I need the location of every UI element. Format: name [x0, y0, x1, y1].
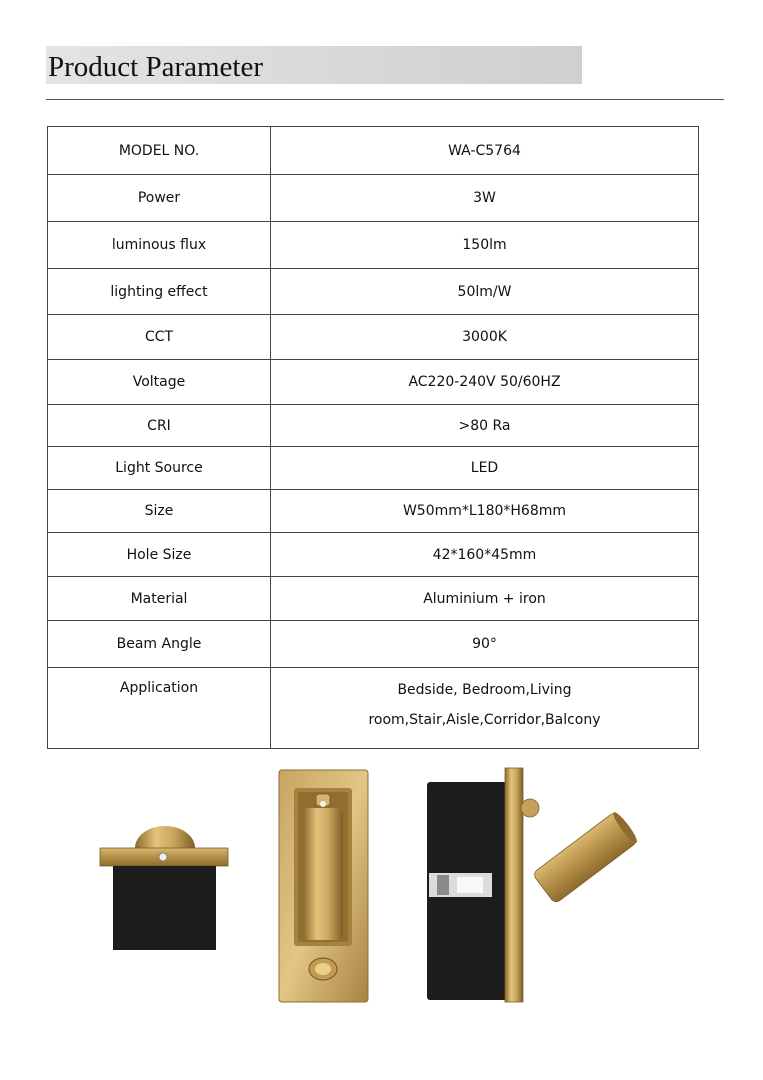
table-row	[48, 621, 699, 668]
param-value: 150lm	[271, 222, 699, 269]
param-label: Voltage	[48, 360, 271, 405]
param-label: Power	[48, 175, 271, 222]
product-view-front	[279, 770, 368, 1002]
product-view-top	[100, 826, 228, 950]
table-row	[48, 447, 699, 490]
param-value: 3000K	[271, 315, 699, 360]
param-value: 50lm/W	[271, 269, 699, 315]
page-title: Product Parameter	[48, 51, 264, 83]
param-label: Size	[48, 490, 271, 533]
param-label: Application	[48, 668, 271, 749]
product-photos	[0, 760, 763, 1010]
title-divider	[46, 99, 724, 100]
param-label: luminous flux	[48, 222, 271, 269]
table-row	[48, 315, 699, 360]
param-value: Aluminium + iron	[271, 577, 699, 621]
table-row	[48, 533, 699, 577]
param-value: AC220-240V 50/60HZ	[271, 360, 699, 405]
param-label: lighting effect	[48, 269, 271, 315]
product-view-side	[427, 768, 640, 1002]
param-label: Beam Angle	[48, 621, 271, 668]
param-value: WA-C5764	[271, 127, 699, 175]
param-value: >80 Ra	[271, 405, 699, 447]
parameter-table	[47, 126, 699, 749]
param-value: 42*160*45mm	[271, 533, 699, 577]
application-line-1: Bedside, Bedroom,Living	[397, 682, 572, 698]
table-row	[48, 269, 699, 315]
param-label: MODEL NO.	[48, 127, 271, 175]
application-line-2: room,Stair,Aisle,Corridor,Balcony	[368, 712, 601, 728]
param-value	[271, 668, 699, 749]
table-row	[48, 405, 699, 447]
param-label: Material	[48, 577, 271, 621]
param-label: Light Source	[48, 447, 271, 490]
param-value: 90°	[271, 621, 699, 668]
param-value: W50mm*L180*H68mm	[271, 490, 699, 533]
table-row	[48, 175, 699, 222]
table-row	[48, 490, 699, 533]
param-label: CCT	[48, 315, 271, 360]
table-row	[48, 577, 699, 621]
param-label: Hole Size	[48, 533, 271, 577]
table-row	[48, 360, 699, 405]
param-value: LED	[271, 447, 699, 490]
table-row	[48, 668, 699, 749]
param-label: CRI	[48, 405, 271, 447]
table-row	[48, 127, 699, 175]
param-value: 3W	[271, 175, 699, 222]
table-row	[48, 222, 699, 269]
